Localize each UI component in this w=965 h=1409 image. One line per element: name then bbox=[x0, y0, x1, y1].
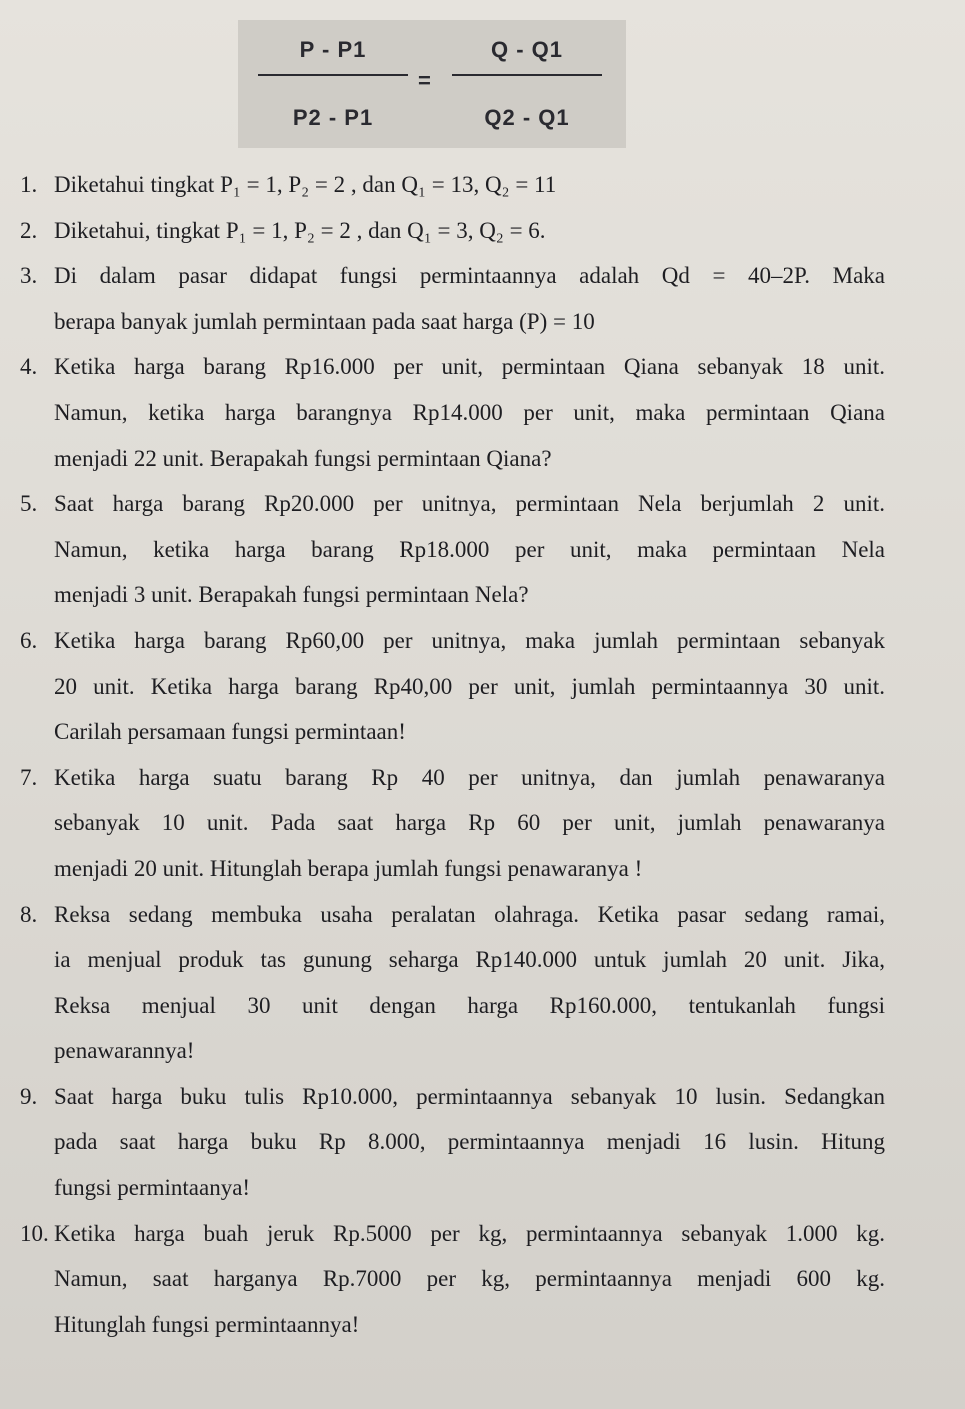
question-number: 3. bbox=[20, 263, 38, 289]
question-line: Namun, ketika harga barang Rp18.000 per unit, maka permintaan Nela bbox=[54, 536, 885, 562]
question-line: ia menjual produk tas gunung seharga Rp140.000 untuk jumlah 20 unit. Jika, bbox=[54, 947, 885, 973]
question-number: 1. bbox=[20, 172, 38, 197]
question-line: Carilah persamaan fungsi permintaan! bbox=[54, 719, 406, 745]
question-item bbox=[20, 481, 885, 618]
question-line: menjadi 3 unit. Berapakah fungsi permintaan Nela? bbox=[54, 582, 529, 608]
formula-box bbox=[238, 20, 626, 148]
fraction-bar bbox=[258, 74, 408, 76]
right-fraction bbox=[452, 30, 602, 138]
question-line: Reksa menjual 30 unit dengan harga Rp160.000, tentukanlah fungsi bbox=[54, 992, 885, 1018]
question-number: 10. bbox=[20, 1220, 49, 1246]
question-number: 9. bbox=[20, 1083, 38, 1109]
question-line: Namun, saat harganya Rp.7000 per kg, permintaannya menjadi 600 kg. bbox=[54, 1266, 885, 1292]
question-number: 4. bbox=[20, 354, 38, 380]
left-denominator: P2 - P1 bbox=[292, 105, 374, 130]
question-item bbox=[20, 618, 885, 755]
question-number: 7. bbox=[20, 764, 38, 790]
question-line: pada saat harga buku Rp 8.000, permintaannya menjadi 16 lusin. Hitung bbox=[54, 1129, 885, 1155]
question-number: 2. bbox=[20, 217, 38, 243]
question-item bbox=[20, 253, 885, 344]
right-denominator: Q2 - Q1 bbox=[484, 105, 570, 130]
question-line: berapa banyak jumlah permintaan pada saat harga (P) = 10 bbox=[54, 308, 595, 334]
fraction-bar bbox=[452, 74, 602, 76]
question-line: menjadi 20 unit. Hitunglah berapa jumlah fungsi penawaranya ! bbox=[54, 855, 643, 881]
left-fraction bbox=[258, 30, 408, 138]
question-item bbox=[20, 1211, 885, 1348]
question-number: 6. bbox=[20, 627, 38, 653]
equals-sign: = bbox=[418, 68, 431, 93]
question-line: Diketahui, tingkat P₁ = 1, P₂ = 2 , dan Q₁ = 3, Q₂ = 6. bbox=[54, 217, 546, 243]
question-line: fungsi permintaanya! bbox=[54, 1175, 251, 1201]
question-item bbox=[20, 892, 885, 1074]
question-line: menjadi 22 unit. Berapakah fungsi permintaan Qiana? bbox=[54, 445, 552, 471]
left-numerator: P - P1 bbox=[299, 37, 367, 62]
question-line: Diketahui tingkat P₁ = 1, P₂ = 2 , dan Q₁ = 13, Q₂ = 11 bbox=[54, 172, 557, 197]
question-item bbox=[20, 162, 885, 208]
question-line: Di dalam pasar didapat fungsi permintaannya adalah Qd = 40–2P. Maka bbox=[54, 263, 885, 289]
question-line: 20 unit. Ketika harga barang Rp40,00 per unit, jumlah permintaannya 30 unit. bbox=[54, 673, 885, 699]
question-line: sebanyak 10 unit. Pada saat harga Rp 60 per unit, jumlah penawaranya bbox=[54, 810, 885, 836]
question-item bbox=[20, 344, 885, 481]
question-number: 8. bbox=[20, 901, 38, 927]
question-item bbox=[20, 208, 885, 254]
right-numerator: Q - Q1 bbox=[490, 37, 563, 62]
question-number: 5. bbox=[20, 491, 38, 517]
question-line: Ketika harga buah jeruk Rp.5000 per kg, permintaannya sebanyak 1.000 kg. bbox=[54, 1220, 885, 1246]
question-line: Saat harga barang Rp20.000 per unitnya, permintaan Nela berjumlah 2 unit. bbox=[54, 491, 885, 517]
question-line: Ketika harga barang Rp60,00 per unitnya, maka jumlah permintaan sebanyak bbox=[54, 627, 885, 653]
question-line: penawarannya! bbox=[54, 1038, 195, 1064]
question-item bbox=[20, 1074, 885, 1211]
question-line: Namun, ketika harga barangnya Rp14.000 per unit, maka permintaan Qiana bbox=[54, 399, 885, 425]
question-line: Saat harga buku tulis Rp10.000, permintaannya sebanyak 10 lusin. Sedangkan bbox=[54, 1083, 885, 1109]
question-item bbox=[20, 755, 885, 892]
question-line: Hitunglah fungsi permintaannya! bbox=[54, 1311, 360, 1337]
question-list bbox=[20, 162, 885, 1347]
question-line: Reksa sedang membuka usaha peralatan olahraga. Ketika pasar sedang ramai, bbox=[54, 901, 885, 927]
question-line: Ketika harga suatu barang Rp 40 per unitnya, dan jumlah penawaranya bbox=[54, 764, 885, 790]
question-line: Ketika harga barang Rp16.000 per unit, permintaan Qiana sebanyak 18 unit. bbox=[54, 354, 885, 380]
